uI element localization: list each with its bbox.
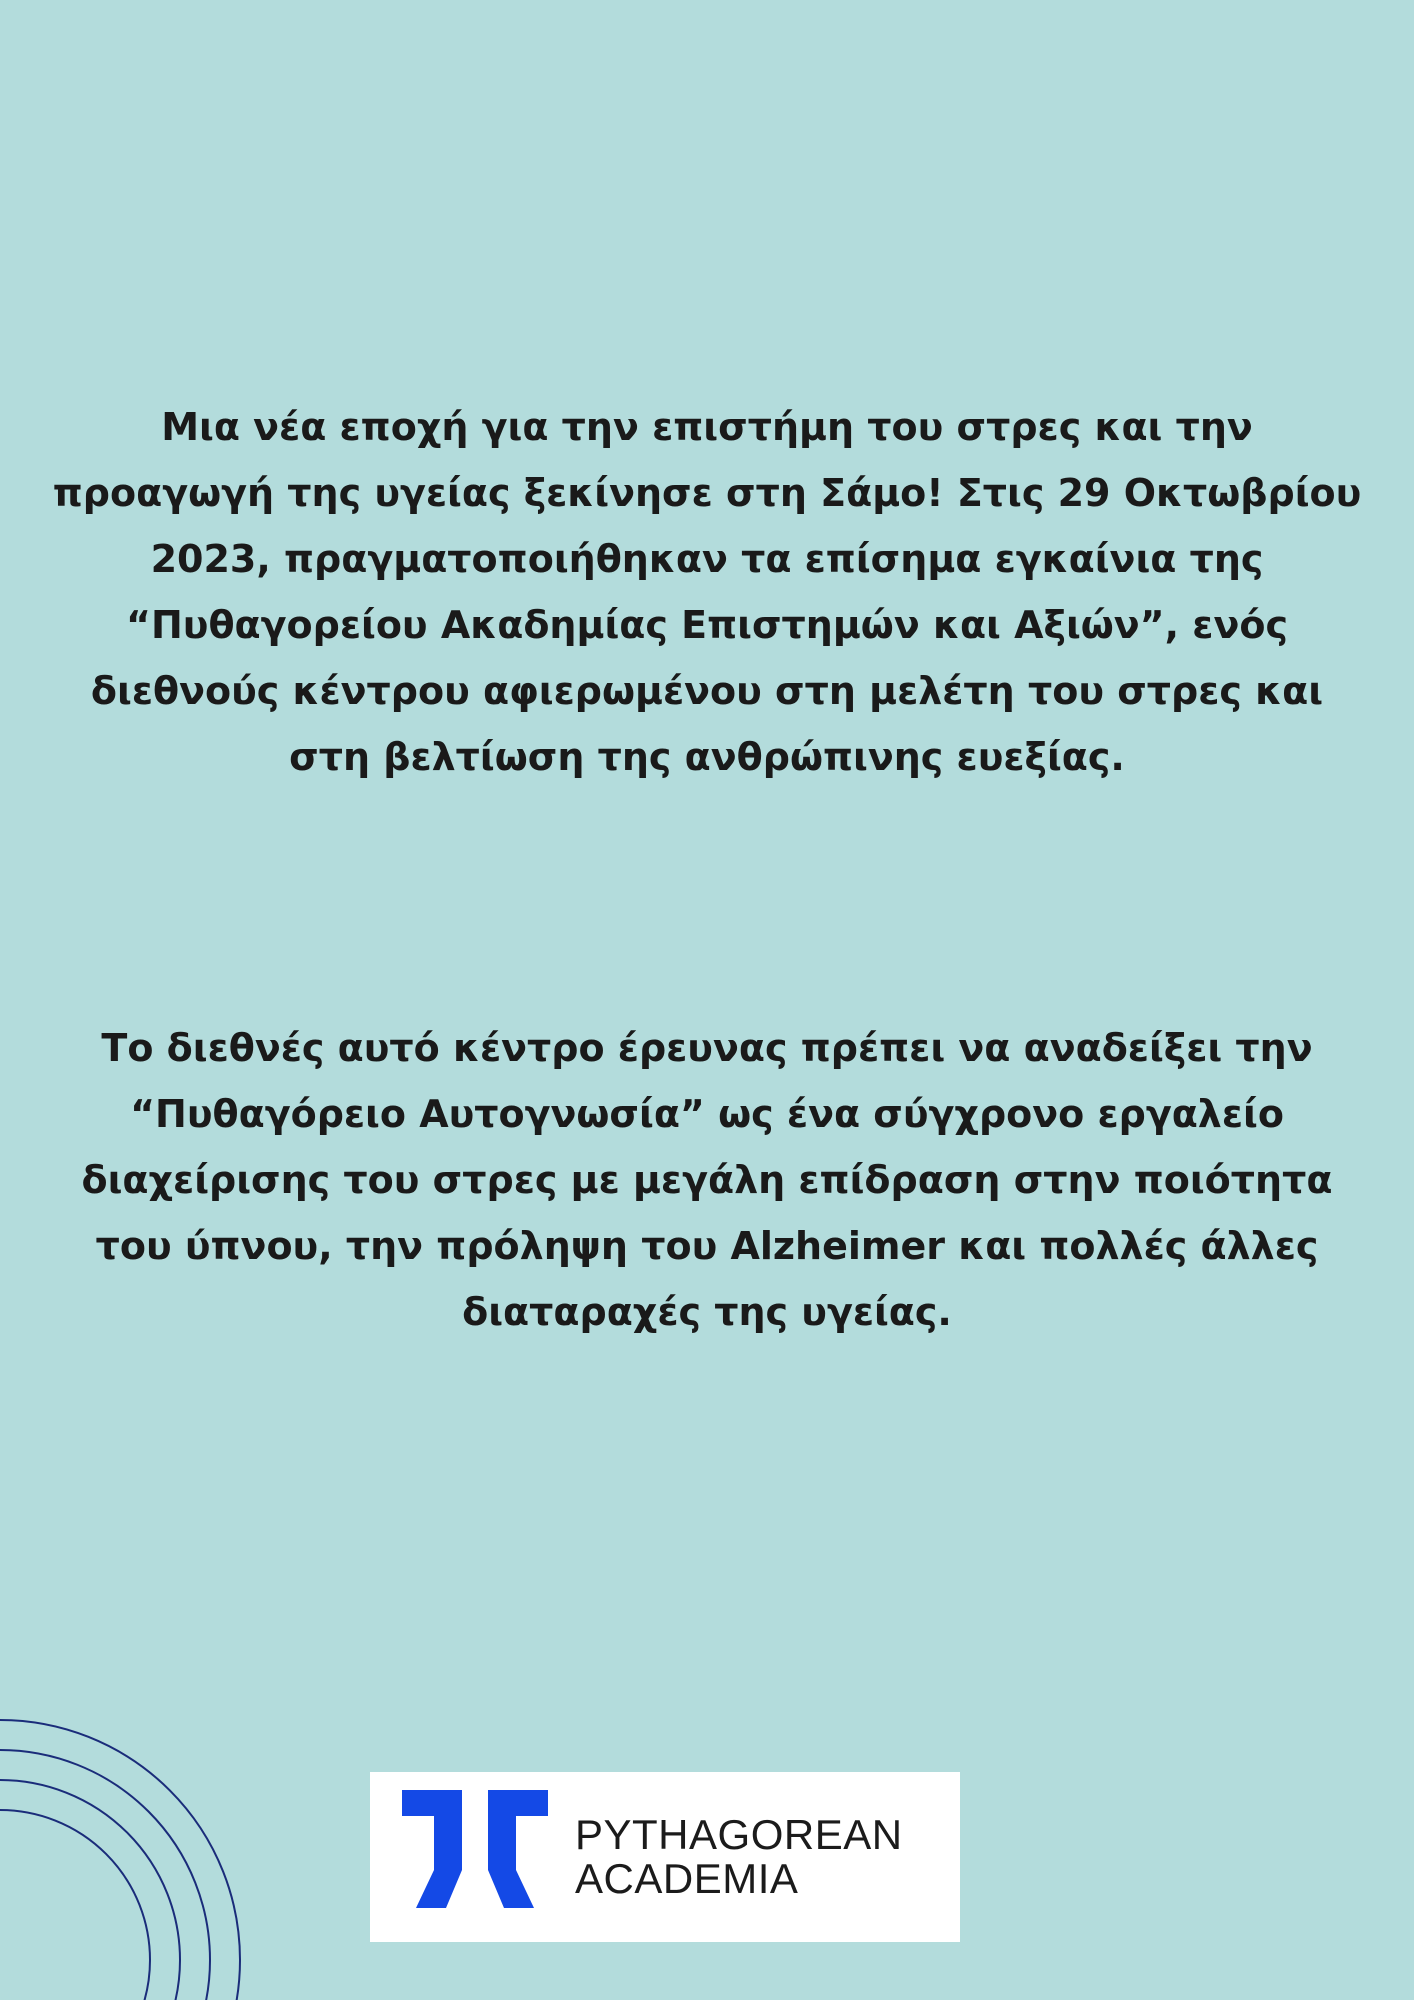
arc-ring bbox=[0, 1810, 150, 2000]
logo-wordmark-line1: PYTHAGOREAN bbox=[575, 1811, 903, 1858]
arc-ring bbox=[0, 1720, 240, 2000]
arc-ring bbox=[0, 1750, 210, 2000]
concentric-arcs-icon bbox=[0, 1700, 260, 2000]
intro-paragraph: Μια νέα εποχή για την επιστήμη του στρες και την προαγωγή της υγείας ξεκίνησε στη Σάμο! Στις 29 Οκτωβρίου 2023, πραγματοποιήθηκαν τα επίσημα εγκαίνια της “Πυθαγορείου Ακαδημίας Επιστημών και Αξιών”, ενός διεθνούς κέντρου αφιερωμένου στη μελέτη του στρες και στη βελτίωση της ανθρώπινης ευεξίας. bbox=[52, 405, 1362, 779]
logo-panel bbox=[370, 1772, 960, 1942]
pythagorean-academia-mark-icon bbox=[400, 1790, 550, 1922]
logo-wordmark-line2: ACADEMIA bbox=[575, 1855, 799, 1902]
research-paragraph: Το διεθνές αυτό κέντρο έρευνας πρέπει να αναδείξει την “Πυθαγόρειο Αυτογνωσία” ως ένα σύγχρονο εργαλείο διαχείρισης του στρες με μεγάλη επίδραση στην ποιότητα του ύπνου, την πρόληψη του Alzheimer και πολλές άλλες διαταραχές της υγείας. bbox=[81, 1026, 1333, 1334]
